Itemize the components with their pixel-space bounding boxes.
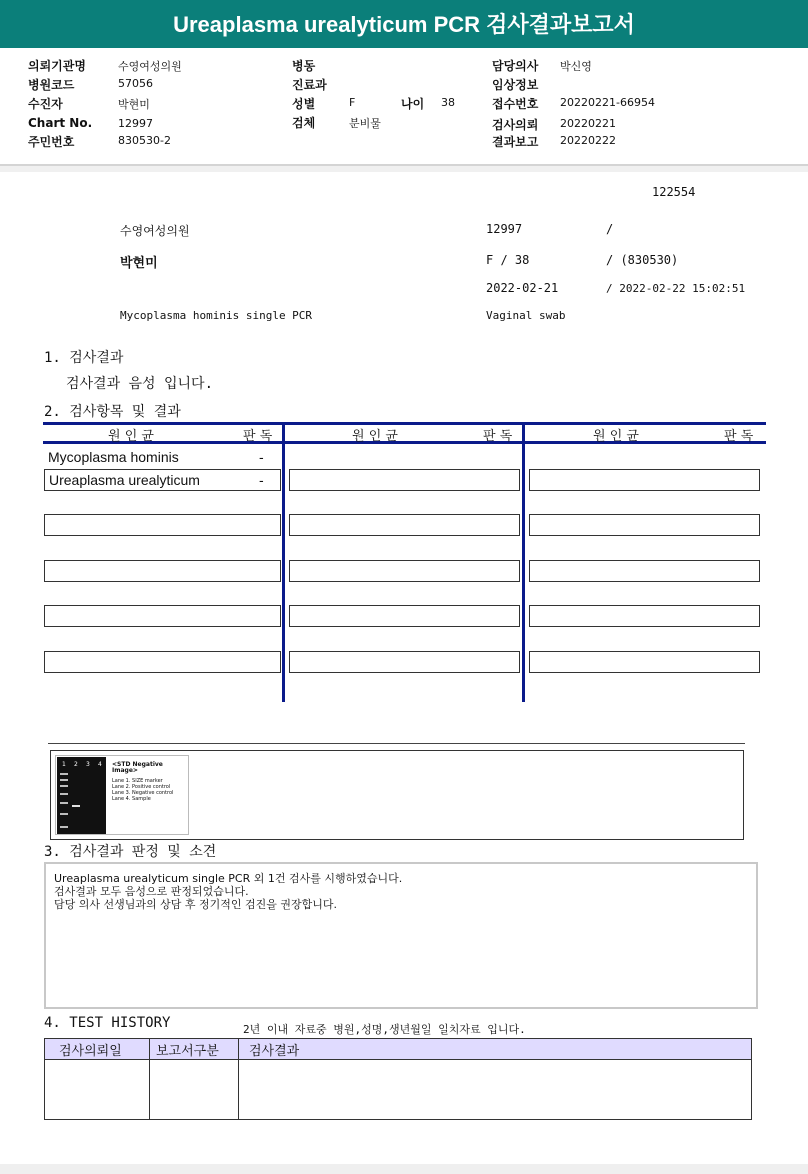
result-cell <box>289 469 520 491</box>
opinion-line: Ureaplasma urealyticum single PCR 외 1건 검사를 시행하였습니다. <box>54 872 403 885</box>
report-title: Ureaplasma urealyticum PCR 검사결과보고서 <box>0 0 808 48</box>
header-judge-1: 판 독 <box>243 429 273 444</box>
organism-result: - <box>259 472 264 488</box>
section4-heading: 4. TEST HISTORY <box>44 1015 171 1031</box>
info-value-chart-no: 12997 <box>118 117 153 130</box>
table-row <box>45 1060 752 1120</box>
gel-image <box>55 755 189 835</box>
report-birth: / (830530) <box>606 253 679 267</box>
gel-legend-line: Lane 1. SIZE marker <box>112 778 163 784</box>
info-label-resident-no: 주민번호 <box>28 135 75 149</box>
info-label-receipt-no: 접수번호 <box>492 97 539 111</box>
opinion-box <box>44 862 758 1009</box>
report-clinic: 수영여성의원 <box>120 224 190 238</box>
result-cell <box>289 605 520 627</box>
history-header-result: 검사결과 <box>239 1039 752 1060</box>
lane-number: 3 <box>86 761 90 768</box>
info-value-patient: 박현미 <box>118 98 150 111</box>
gel-legend <box>112 762 188 802</box>
header-judge-2: 판 독 <box>483 429 513 444</box>
gel-top-rule <box>48 743 745 744</box>
gel-legend-line: Lane 4. Sample <box>112 796 151 802</box>
organism-name: Ureaplasma urealyticum <box>49 472 200 488</box>
info-value-hospital-code: 57056 <box>118 77 153 90</box>
test-history-table <box>44 1038 752 1120</box>
report-datetime: / 2022-02-22 15:02:51 <box>606 282 746 295</box>
info-label-doctor: 담당의사 <box>492 59 539 73</box>
info-label-hospital-code: 병원코드 <box>28 78 75 92</box>
report-chart: 12997 <box>486 222 523 236</box>
header-organism-3: 원 인 균 <box>593 429 639 444</box>
info-label-sex: 성별 <box>292 97 316 111</box>
result-cell <box>44 514 281 536</box>
lane-number: 4 <box>98 761 102 768</box>
info-value-clinic: 수영여성의원 <box>118 60 182 73</box>
report-request-date: 2022-02-21 <box>486 281 559 295</box>
gel-electrophoresis-picture <box>57 757 106 834</box>
info-value-resident-no: 830530-2 <box>118 134 171 147</box>
organism-name: Mycoplasma hominis <box>48 449 179 465</box>
history-cell <box>239 1060 752 1120</box>
result-cell <box>529 651 760 673</box>
info-label-request: 검사의뢰 <box>492 118 539 132</box>
info-label-age: 나이 <box>401 97 425 111</box>
header-judge-3: 판 독 <box>724 429 754 444</box>
info-value-specimen: 분비물 <box>349 117 381 130</box>
result-cell <box>44 651 281 673</box>
report-test-name: Mycoplasma hominis single PCR <box>120 309 313 322</box>
section1-heading: 1. 검사결과 <box>44 350 124 366</box>
report-number: 122554 <box>652 185 696 199</box>
history-header-report-type: 보고서구분 <box>150 1039 239 1060</box>
info-label-specimen: 검체 <box>292 116 316 130</box>
report-patient-name: 박현미 <box>120 256 158 271</box>
info-value-doctor: 박신영 <box>560 60 592 73</box>
opinion-line: 검사결과 모두 음성으로 판정되었습니다. <box>54 885 249 898</box>
gel-title: <STD Negative Image> <box>112 761 163 774</box>
footer-band <box>0 1164 808 1174</box>
info-value-age: 38 <box>441 96 455 109</box>
table-header-row <box>45 1039 752 1060</box>
header-organism-2: 원 인 균 <box>352 429 398 444</box>
result-cell <box>529 605 760 627</box>
gel-legend-line: Lane 3. Negative control <box>112 790 174 796</box>
result-cell <box>529 469 760 491</box>
table-divider-2 <box>522 422 525 702</box>
result-cell <box>44 605 281 627</box>
info-label-dept: 진료과 <box>292 78 327 92</box>
info-label-clinical-info: 임상정보 <box>492 78 539 92</box>
opinion-line: 담당 의사 선생님과의 상담 후 정기적인 검진을 권장합니다. <box>54 898 337 911</box>
lane-number: 1 <box>62 761 66 768</box>
section1-result-text: 검사결과 음성 입니다. <box>66 376 214 392</box>
history-cell <box>45 1060 150 1120</box>
info-value-sex: F <box>349 96 356 109</box>
info-label-clinic: 의뢰기관명 <box>28 59 86 73</box>
info-value-result-report: 20220222 <box>560 134 616 147</box>
info-value-request: 20220221 <box>560 117 616 130</box>
info-label-patient: 수진자 <box>28 97 63 111</box>
report-slash: / <box>606 222 614 236</box>
history-note: 2년 이내 자료중 병원,성명,생년월일 일치자료 입니다. <box>243 1023 526 1036</box>
result-cell <box>529 560 760 582</box>
header-separator <box>0 166 808 172</box>
result-cell <box>289 560 520 582</box>
info-value-receipt-no: 20220221-66954 <box>560 96 655 109</box>
result-cell <box>289 651 520 673</box>
result-cell <box>289 514 520 536</box>
table-divider-1 <box>282 422 285 702</box>
report-specimen: Vaginal swab <box>486 309 566 322</box>
history-header-request-date: 검사의뢰일 <box>45 1039 150 1060</box>
result-cell <box>44 560 281 582</box>
info-label-result-report: 결과보고 <box>492 135 539 149</box>
info-label-chart-no: Chart No. <box>28 116 93 130</box>
result-cell <box>529 514 760 536</box>
organism-result: - <box>259 449 264 465</box>
header-organism-1: 원 인 균 <box>108 429 154 444</box>
gel-legend-line: Lane 2. Positive control <box>112 784 171 790</box>
lane-number: 2 <box>74 761 78 768</box>
report-sex-age: F / 38 <box>486 253 530 267</box>
section2-heading: 2. 검사항목 및 결과 <box>44 404 181 420</box>
history-cell <box>150 1060 239 1120</box>
info-label-ward: 병동 <box>292 59 316 73</box>
section3-heading: 3. 검사결과 판정 및 소견 <box>44 844 217 860</box>
patient-info-panel <box>0 48 808 166</box>
